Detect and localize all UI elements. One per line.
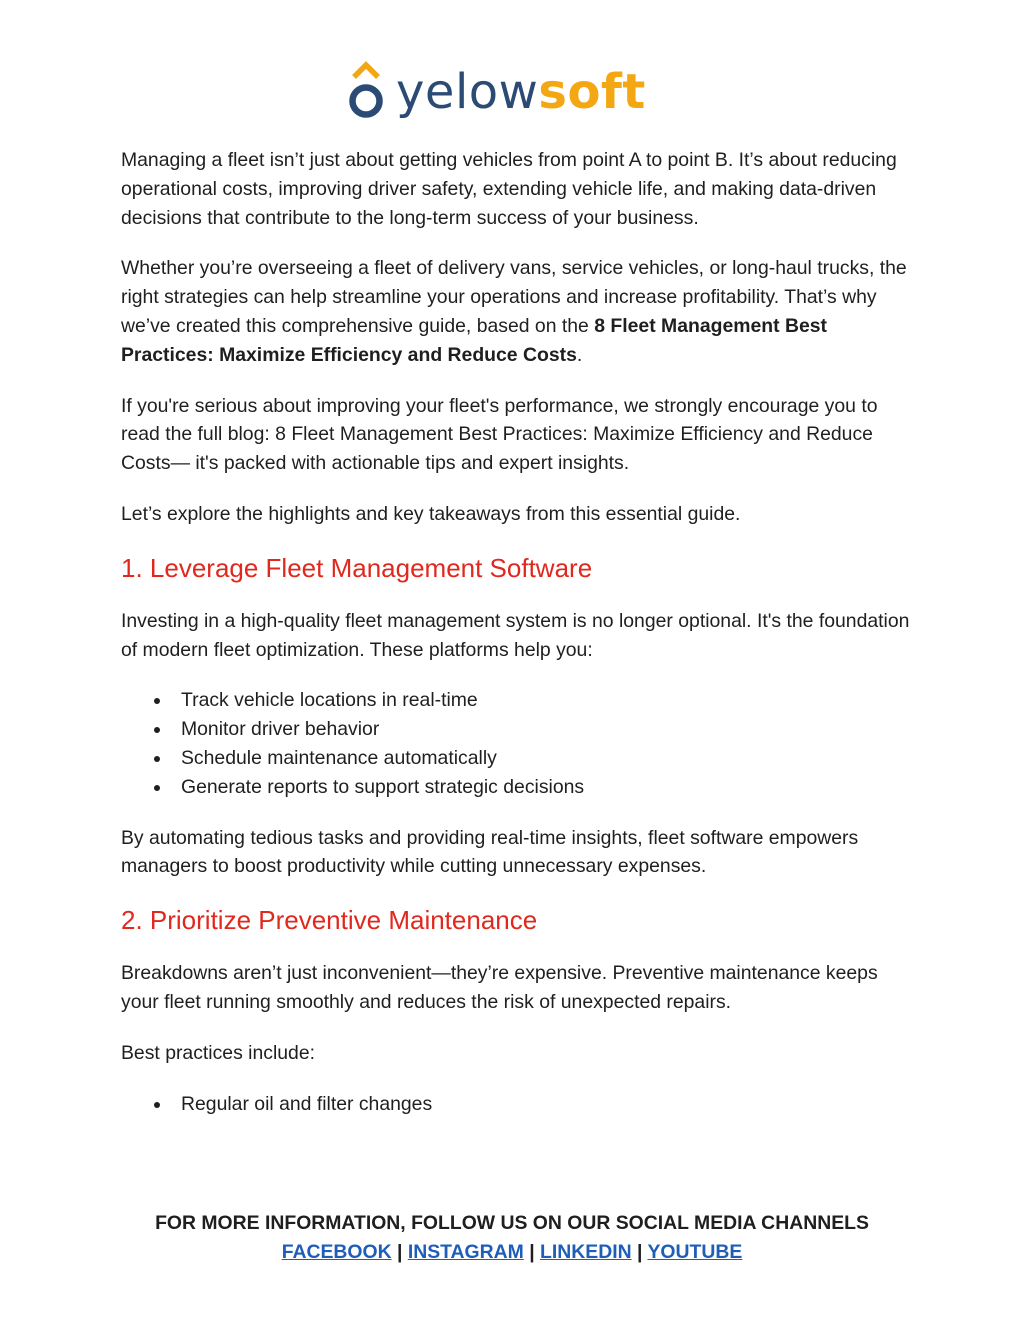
facebook-link[interactable]: FACEBOOK	[281, 1241, 392, 1263]
logo-wordmark: yelowsoft	[396, 64, 646, 120]
separator: |	[636, 1241, 643, 1263]
section-2-heading: 2. Prioritize Preventive Maintenance	[121, 905, 538, 936]
section-1-heading: 1. Leverage Fleet Management Software	[121, 552, 593, 583]
list-item: Track vehicle locations in real-time	[121, 686, 911, 715]
list-item: Monitor driver behavior	[121, 715, 911, 744]
logo-mark-icon	[346, 61, 386, 123]
footer	[0, 1209, 1024, 1267]
list-item: Generate reports to support strategic decisions	[121, 773, 911, 802]
youtube-link[interactable]: YOUTUBE	[647, 1241, 743, 1263]
section-1-paragraph-1: Investing in a high-quality fleet management system is no longer optional. It's the foundation of modern fleet optimization. These platforms help you:	[121, 609, 910, 661]
document-body	[121, 146, 911, 1140]
guide-title-bold: 8 Fleet Management Best Practices: Maximize Efficiency and Reduce Costs	[121, 314, 827, 366]
linkedin-link[interactable]: LINKEDIN	[540, 1241, 632, 1263]
section-2-paragraph-1: Breakdowns aren’t just inconvenient—they’re expensive. Preventive maintenance keeps your fleet running smoothly and reduces the risk of unexpected repairs.	[121, 962, 878, 1013]
section-2-bullet-list	[121, 1090, 911, 1119]
separator: |	[529, 1241, 535, 1263]
section-1-paragraph-2: By automating tedious tasks and providing real-time insights, fleet software empowers managers to boost productivity while cutting unnecessary expenses.	[121, 826, 859, 878]
section-2-paragraph-2: Best practices include:	[121, 1041, 316, 1064]
list-item: Schedule maintenance automatically	[121, 744, 911, 773]
instagram-link[interactable]: INSTAGRAM	[407, 1241, 524, 1263]
yelowsoft-logo	[346, 56, 686, 128]
separator: |	[396, 1241, 403, 1263]
intro-paragraph-1: Managing a fleet isn’t just about getting vehicles from point A to point B. It’s about reducing operational costs, improving driver safety, extending vehicle life, and making data-driven decisions that contribute to the long-term success of your business.	[121, 149, 897, 229]
social-links	[0, 1238, 1024, 1267]
intro-paragraph-3: If you're serious about improving your fleet's performance, we strongly encourage you to read the full blog: 8 Fleet Management Best Practices: Maximize Efficiency and Reduce Costs— it's packed with actionable tips and expert insights.	[121, 394, 878, 475]
intro-paragraph-2: Whether you’re overseeing a fleet of delivery vans, service vehicles, or long-haul trucks, the right strategies can help streamline your operations and increase profitability. That’s why we’ve created this comprehensive guide, based on the 8 Fleet Management Best Practices: Maximize Efficiency and Reduce Costs.	[121, 257, 907, 366]
section-1-bullet-list	[121, 686, 911, 801]
footer-title: FOR MORE INFORMATION, FOLLOW US ON OUR SOCIAL MEDIA CHANNELS	[155, 1212, 869, 1234]
intro-paragraph-4: Let’s explore the highlights and key takeaways from this essential guide.	[121, 502, 741, 525]
list-item: Regular oil and filter changes	[121, 1090, 911, 1119]
